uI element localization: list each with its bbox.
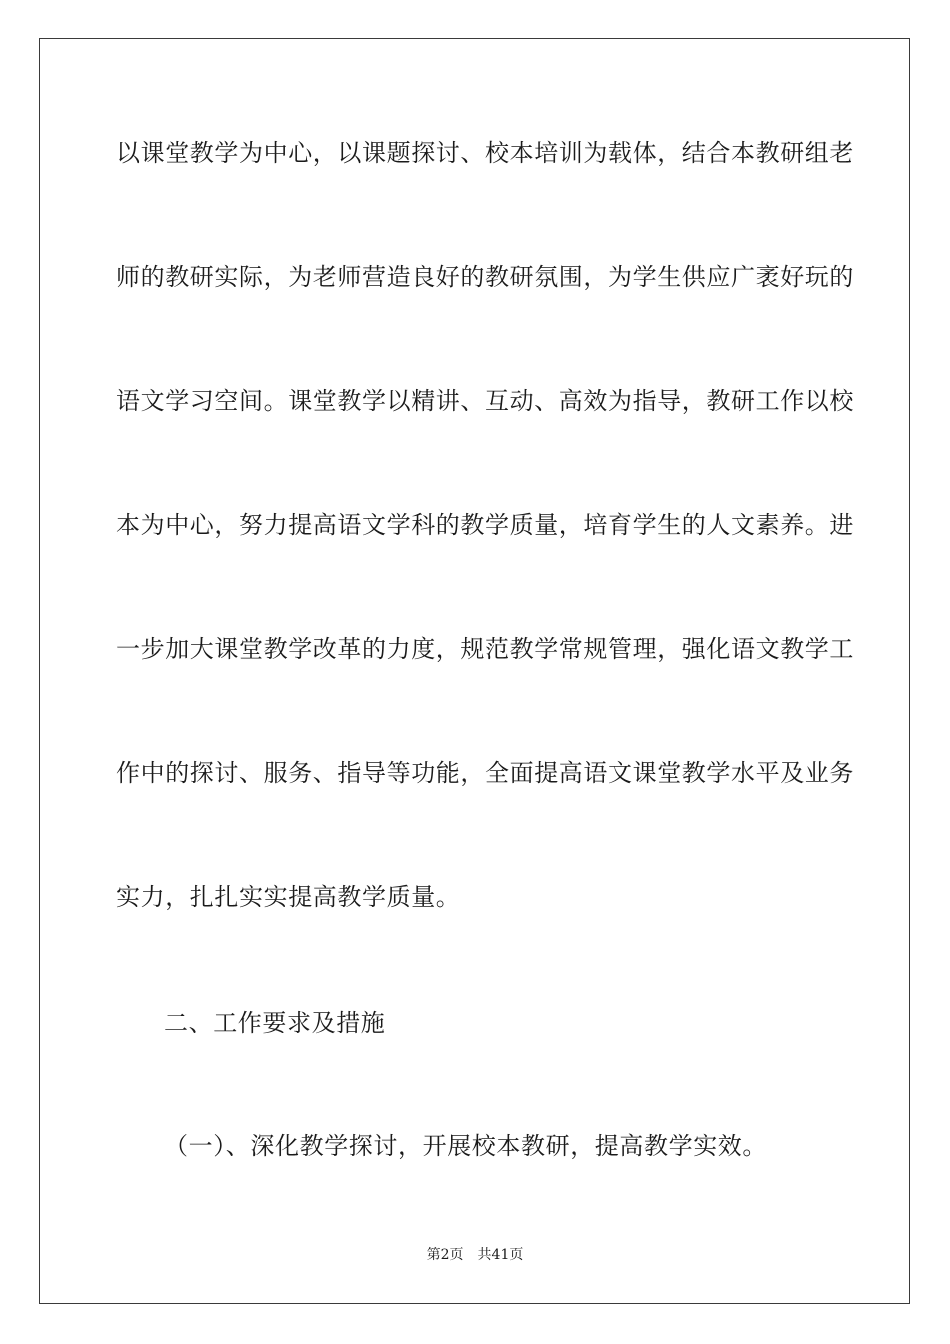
section-heading: 二、工作要求及措施 [164, 1009, 386, 1037]
paragraph-line-6: 作中的探讨、服务、指导等功能，全面提高语文课堂教学水平及业务 [116, 759, 854, 787]
paragraph-line-7: 实力，扎扎实实提高教学质量。 [116, 883, 461, 911]
paragraph-line-1: 以课堂教学为中心，以课题探讨、校本培训为载体，结合本教研组老 [116, 139, 854, 167]
page-number: 第2页 [426, 1247, 464, 1263]
page-border [39, 38, 910, 1304]
paragraph-line-4: 本为中心，努力提高语文学科的教学质量，培育学生的人文素养。进 [116, 511, 854, 539]
page-footer [0, 1246, 950, 1264]
paragraph-line-3: 语文学习空间。课堂教学以精讲、互动、高效为指导，教研工作以校 [116, 387, 854, 415]
paragraph-line-2: 师的教研实际，为老师营造良好的教研氛围，为学生供应广袤好玩的 [116, 263, 854, 291]
paragraph-line-5: 一步加大课堂教学改革的力度，规范教学常规管理，强化语文教学工 [116, 635, 854, 663]
subsection-heading: （一）、深化教学探讨，开展校本教研，提高教学实效。 [164, 1132, 767, 1160]
page-total: 共41页 [477, 1247, 524, 1263]
